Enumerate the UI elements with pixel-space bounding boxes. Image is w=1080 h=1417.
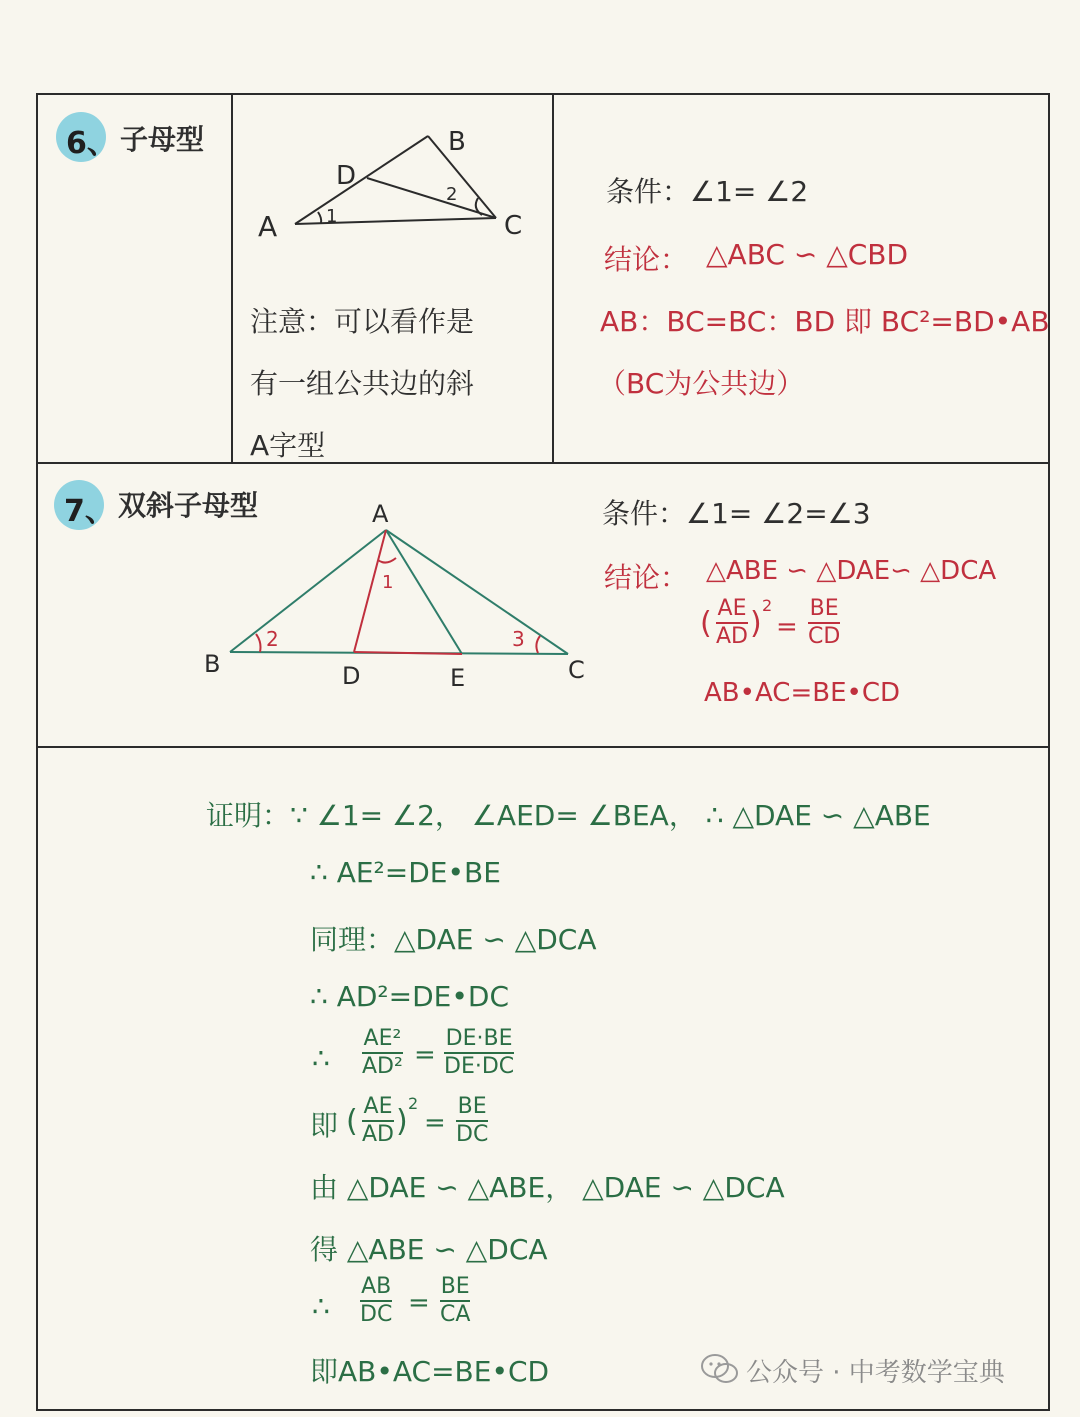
watermark-text: 公众号 · 中考数学宝典 (746, 1358, 1005, 1388)
s6-angle2: 2 (446, 184, 458, 205)
section7-frac-paren-left: ( (700, 606, 712, 641)
proof-line9-fraction2 (440, 1276, 470, 1326)
proof-line4: ∴ AD²=DE•DC (310, 980, 509, 1013)
proof-line6-prefix: 即 (310, 1109, 339, 1142)
proof-line7: 由 △DAE ∽ △ABE， △DAE ∽ △DCA (310, 1171, 785, 1204)
proof-line5-f1-bottom: AD² (362, 1054, 403, 1079)
table-border-right (1048, 93, 1050, 1411)
s7-angle1: 1 (382, 572, 394, 593)
proof-line6-fraction2 (456, 1096, 488, 1146)
proof-line6-fraction1 (362, 1096, 394, 1146)
proof-line9-f1-bottom: DC (360, 1302, 393, 1327)
proof-line6-paren-left: ( (346, 1104, 358, 1139)
row-divider-1 (36, 462, 1050, 464)
section7-fraction2 (808, 598, 840, 648)
section6-conclusion-label: 结论： (604, 243, 689, 276)
s7-label-A: A (372, 500, 389, 528)
section7-frac2-top: BE (809, 596, 839, 621)
proof-line2: ∴ AE²=DE•BE (310, 856, 501, 889)
proof-line9-f2-top: BE (440, 1274, 470, 1299)
section6-condition: 条件：∠1= ∠2 (606, 175, 809, 208)
proof-line6-f2-top: BE (457, 1094, 487, 1119)
section7-exp: 2 (762, 596, 773, 615)
proof-line5-f2-top: DE·BE (445, 1026, 513, 1051)
wechat-icon (700, 1352, 740, 1386)
section6-conclusion: △ABC ∽ △CBD (706, 238, 909, 271)
proof-line5-f2-bottom: DE·DC (444, 1054, 515, 1079)
section7-fraction (716, 598, 748, 648)
table-border-top (36, 93, 1050, 95)
proof-line6-f1-top: AE (363, 1094, 393, 1119)
section6-common-edge: （BC为公共边） (598, 367, 805, 400)
section6-ratio: AB：BC=BC：BD 即 BC²=BD•AB (600, 305, 1050, 338)
s7-label-C: C (568, 656, 585, 684)
section6-note-line1: 注意：可以看作是 (250, 305, 475, 338)
proof-line9-f1-top: AB (361, 1274, 392, 1299)
proof-line5-eq: = (414, 1040, 436, 1070)
proof-line5-fraction1 (362, 1028, 403, 1078)
proof-line5-prefix: ∴ (312, 1042, 330, 1075)
section7-frac-bottom: AD (716, 624, 748, 649)
section7-number: 7、 (64, 494, 115, 529)
s6-label-A: A (258, 210, 278, 243)
section6-note-line3: A字型 (250, 429, 326, 462)
s7-angle3: 3 (512, 627, 525, 651)
s7-label-B: B (204, 650, 221, 678)
proof-line8: 得 △ABE ∽ △DCA (310, 1233, 548, 1266)
s6-angle1: 1 (326, 206, 338, 227)
section6-title: 子母型 (120, 123, 205, 156)
proof-line5-fraction2 (444, 1028, 514, 1078)
section7-frac2-bottom: CD (808, 624, 841, 649)
proof-line10: 即AB•AC=BE•CD (310, 1355, 550, 1388)
section7-frac-paren-right: ) (750, 606, 762, 641)
section7-conclusion-label: 结论： (604, 561, 689, 594)
proof-line9-eq: = (408, 1288, 430, 1318)
proof-line6-paren-right: ) (396, 1104, 408, 1139)
s6-label-C: C (504, 211, 523, 241)
proof-line6-eq: = (424, 1108, 446, 1138)
section6-number: 6、 (66, 126, 117, 161)
proof-line3: 同理：△DAE ∽ △DCA (310, 923, 597, 956)
s6-label-D: D (336, 161, 357, 191)
proof-line9-f2-bottom: CA (440, 1302, 471, 1327)
section7-frac-top: AE (717, 596, 747, 621)
s7-angle2: 2 (266, 627, 279, 651)
section6-note-line2: 有一组公共边的斜 (250, 367, 475, 400)
section7-product: AB•AC=BE•CD (704, 678, 901, 708)
section7-diagram (196, 494, 596, 694)
section6-diagram (250, 118, 550, 258)
section7-conclusion: △ABE ∽ △DAE∽ △DCA (706, 556, 997, 586)
proof-line9-prefix: ∴ (312, 1290, 330, 1323)
section7-condition: 条件：∠1= ∠2=∠3 (602, 497, 871, 530)
proof-line6-f1-bottom: AD (362, 1122, 394, 1147)
table-border-left (36, 93, 38, 1411)
proof-line6-exp: 2 (408, 1094, 419, 1113)
col-divider-2 (552, 95, 554, 462)
s6-label-B: B (448, 127, 466, 157)
row-divider-2 (36, 746, 1050, 748)
section7-title: 双斜子母型 (118, 489, 259, 522)
proof-line6-f2-bottom: DC (456, 1122, 489, 1147)
col-divider-1 (231, 95, 233, 462)
section7-eq: = (776, 612, 798, 642)
s7-label-D: D (342, 662, 361, 690)
s7-label-E: E (450, 664, 466, 692)
proof-line5-f1-top: AE² (363, 1026, 402, 1051)
proof-line9-fraction1 (360, 1276, 392, 1326)
proof-line1: 证明：∵ ∠1= ∠2， ∠AED= ∠BEA， ∴ △DAE ∽ △ABE (206, 799, 931, 832)
table-border-bottom (36, 1409, 1050, 1411)
